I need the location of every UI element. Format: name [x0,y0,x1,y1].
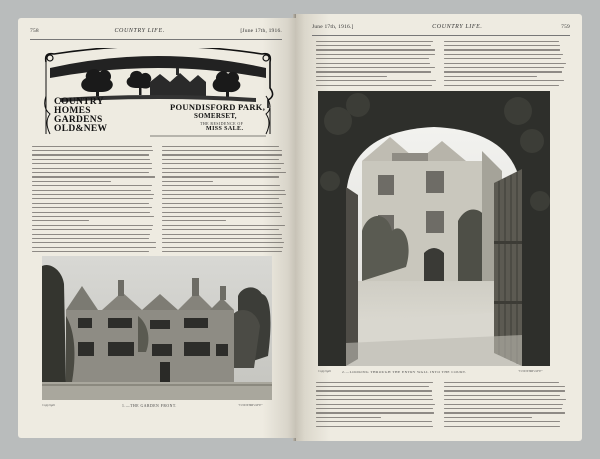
text-line [444,83,566,87]
left-running-head [30,28,282,34]
series-line: GARDENS [54,115,103,125]
right-page [296,14,582,441]
figure2-credit-right: "COUNTRY LIFE" [518,369,543,373]
figure1-credit-right: "COUNTRY LIFE" [238,403,263,407]
masthead-banner [40,48,276,140]
left-head-rule [30,39,282,40]
right-date: June 17th, 1916.] [312,24,354,30]
right-text-column-4 [444,380,566,432]
figure2-caption: 2.—LOOKING THROUGH THE ENTRY WALL INTO THE COURT. [342,370,467,374]
right-text-column-3 [316,380,436,432]
entry-wall-photo [318,91,550,366]
county-name: SOMERSET, [194,112,237,120]
text-line [316,83,436,87]
right-text-column-1 [316,39,436,91]
place-name: POUNDISFORD PARK, [170,102,266,112]
figure1-caption: 1.—THE GARDEN FRONT. [122,404,177,408]
left-date: [June 17th, 1916. [240,28,282,34]
article-heading [170,102,280,132]
right-running-title: COUNTRY LIFE. [432,24,483,30]
right-head-rule [312,35,570,36]
series-line: HOMES [54,106,91,116]
text-line [444,424,566,428]
figure1-credit-left: Copyright [42,403,55,407]
series-line: OLD&NEW [54,124,108,134]
left-running-title: COUNTRY LIFE. [114,28,165,34]
series-title [54,98,144,134]
left-text-column-1 [32,144,156,256]
right-folio: 759 [561,24,570,30]
left-folio: 758 [30,28,39,34]
residence-label: THE RESIDENCE OF [200,121,244,126]
figure2-credit-left: Copyright [318,369,331,373]
text-line [162,249,286,253]
right-text-column-2 [444,39,566,91]
left-text-column-2 [162,144,286,256]
text-line [316,424,436,428]
garden-front-photo [42,256,272,400]
left-page [18,18,296,438]
right-running-head [312,24,570,30]
series-line: COUNTRY [54,97,104,107]
owner-name: MISS SALE. [206,126,244,132]
text-line [32,249,156,253]
